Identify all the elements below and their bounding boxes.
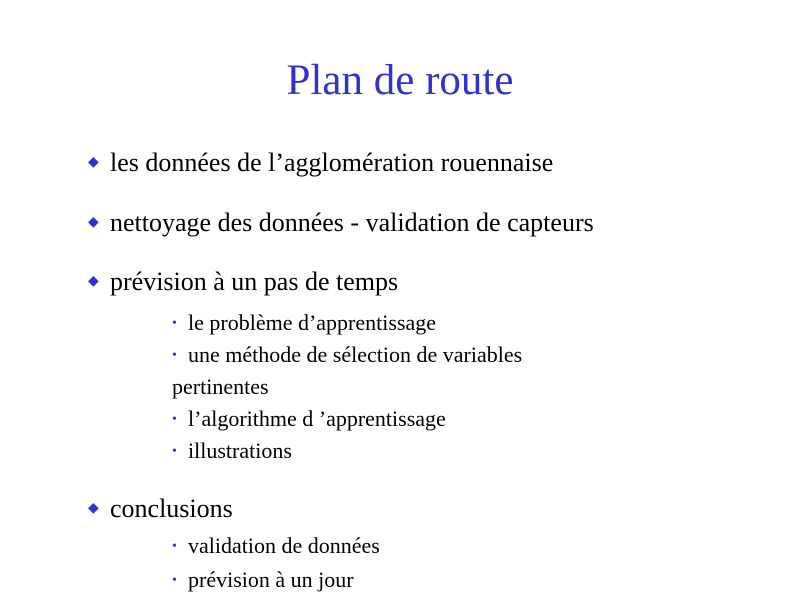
bullet-item-label: prévision à un pas de temps <box>110 267 399 296</box>
diamond-bullet-icon: ◆ <box>88 501 99 516</box>
sub-item-methode-continued <box>172 374 269 400</box>
slide-title: Plan de route <box>286 57 514 104</box>
sub-item-label: illustrations <box>188 438 292 463</box>
dot-bullet-icon: • <box>172 444 177 459</box>
bullet-item-donnees <box>88 148 553 178</box>
bullet-item-nettoyage <box>88 208 594 238</box>
sub-item-label: pertinentes <box>172 374 269 399</box>
dot-bullet-icon: • <box>172 573 177 588</box>
sub-item-label: validation de données <box>188 533 380 558</box>
dot-bullet-icon: • <box>172 316 177 331</box>
sub-item-illustrations <box>172 438 292 465</box>
dot-bullet-icon: • <box>172 412 177 427</box>
sub-item-validation <box>172 533 380 560</box>
sub-item-prevision-jour <box>172 567 354 594</box>
sub-item-label: une méthode de sélection de variables <box>188 342 523 367</box>
sub-item-label: prévision à un jour <box>188 567 354 592</box>
dot-bullet-icon: • <box>172 348 177 363</box>
diamond-bullet-icon: ◆ <box>88 215 99 230</box>
bullet-item-label: nettoyage des données - validation de capteurs <box>110 208 594 237</box>
sub-item-algorithme <box>172 406 446 433</box>
bullet-item-label: conclusions <box>110 494 233 523</box>
sub-item-methode <box>172 342 522 369</box>
bullet-item-label: les données de l’agglomération rouennaise <box>110 148 554 177</box>
dot-bullet-icon: • <box>172 539 177 554</box>
bullet-item-conclusions <box>88 494 233 524</box>
sub-item-probleme <box>172 310 436 337</box>
diamond-bullet-icon: ◆ <box>88 155 99 170</box>
sub-item-label: l’algorithme d ’apprentissage <box>188 406 446 431</box>
sub-item-label: le problème d’apprentissage <box>188 310 437 335</box>
bullet-item-prevision <box>88 267 398 297</box>
diamond-bullet-icon: ◆ <box>88 274 99 289</box>
